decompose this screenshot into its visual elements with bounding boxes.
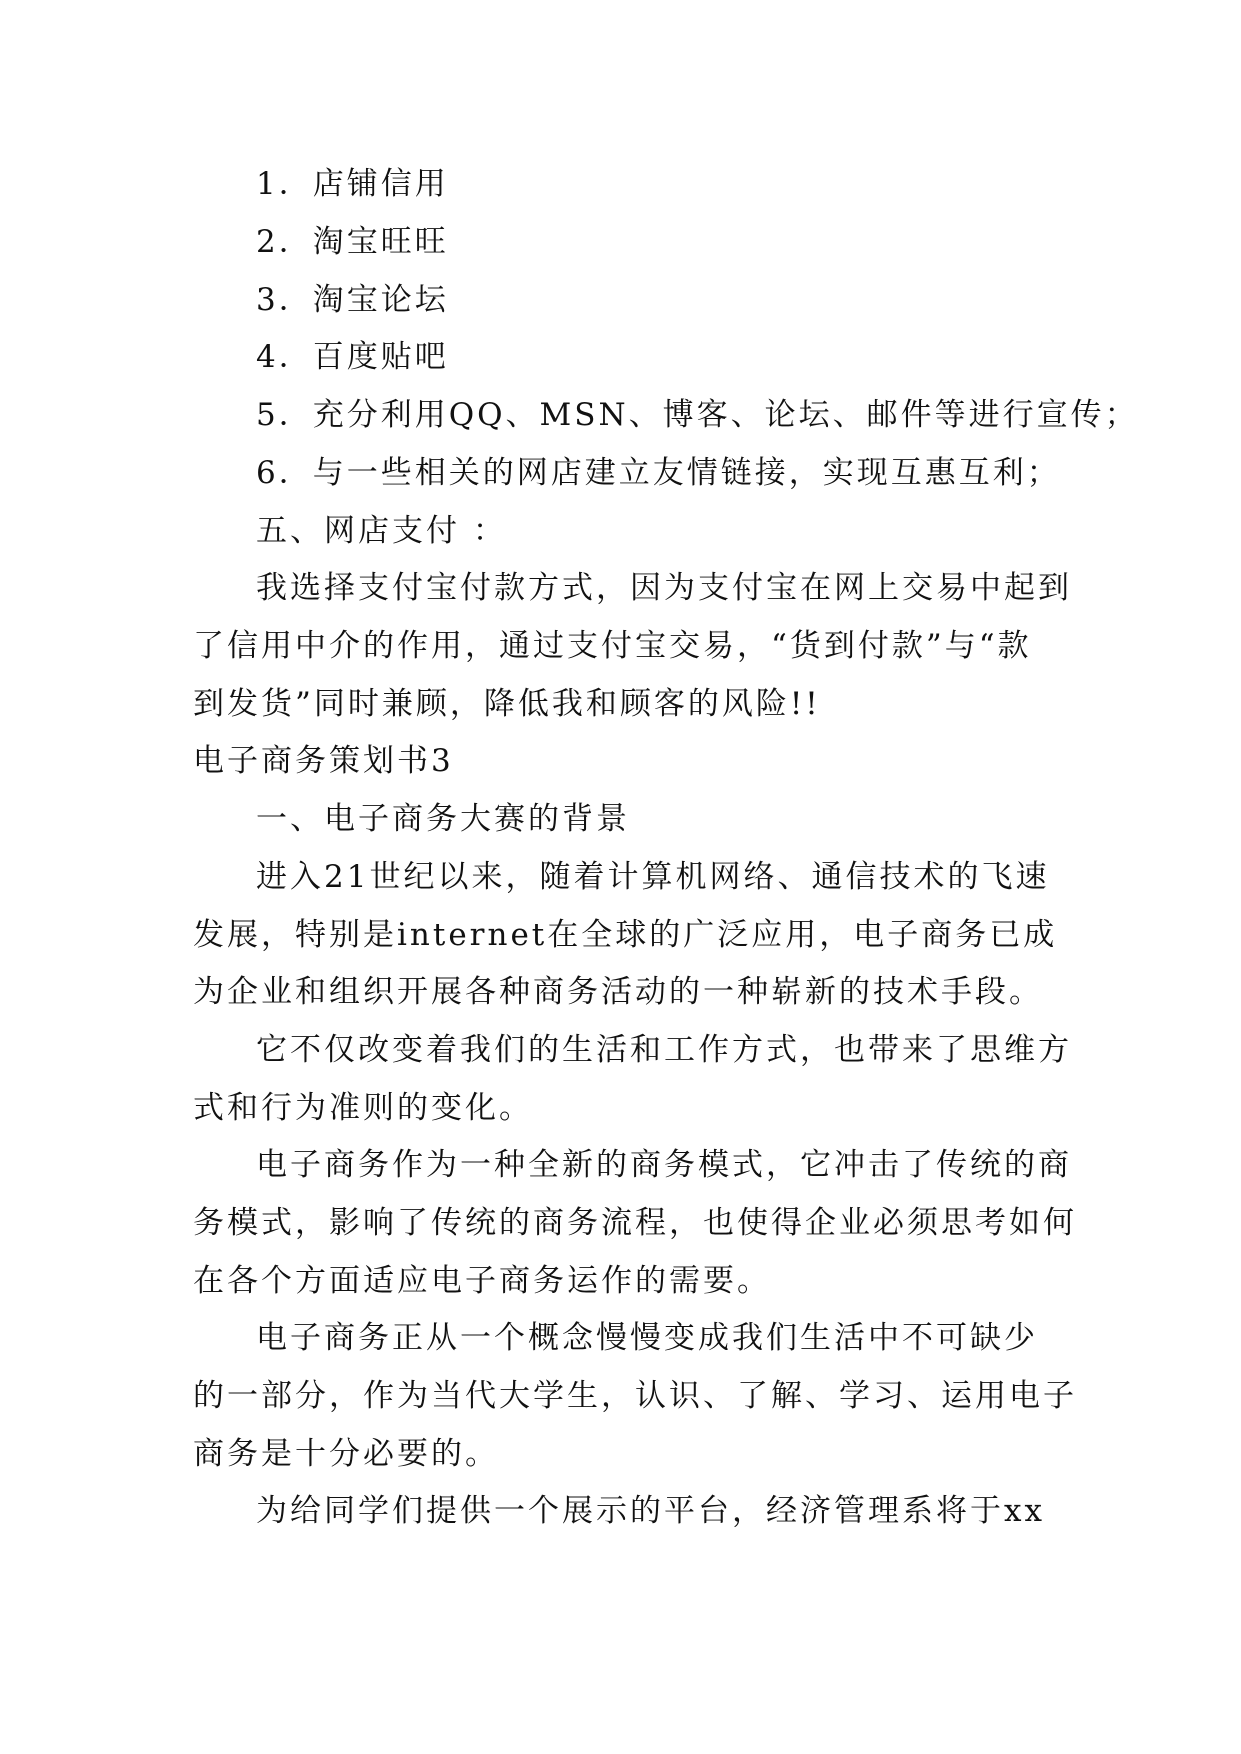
payment-paragraph-line: 了信用中介的作用，通过支付宝交易，“货到付款”与“款 (193, 628, 1032, 664)
paragraph-line: 的一部分，作为当代大学生，认识、了解、学习、运用电子 (193, 1378, 1077, 1414)
paragraph-line: 在各个方面适应电子商务运作的需要。 (193, 1263, 771, 1299)
document-title: 电子商务策划书3 (193, 743, 454, 779)
list-item: 3．淘宝论坛 (256, 282, 449, 318)
paragraph-line: 式和行为准则的变化。 (193, 1090, 533, 1126)
paragraph-line: 为企业和组织开展各种商务活动的一种崭新的技术手段。 (193, 974, 1043, 1010)
paragraph-line: 商务是十分必要的。 (193, 1436, 499, 1472)
section-heading-background: 一、电子商务大赛的背景 (256, 801, 630, 837)
paragraph-line: 务模式，影响了传统的商务流程，也使得企业必须思考如何 (193, 1205, 1077, 1241)
list-item: 1．店铺信用 (256, 166, 449, 202)
payment-paragraph-line: 我选择支付宝付款方式，因为支付宝在网上交易中起到 (256, 570, 1072, 606)
payment-paragraph-line: 到发货”同时兼顾，降低我和顾客的风险!! (193, 686, 821, 722)
paragraph-line: 发展，特别是internet在全球的广泛应用，电子商务已成 (193, 917, 1058, 953)
paragraph-line: 电子商务作为一种全新的商务模式，它冲击了传统的商 (256, 1147, 1072, 1183)
list-item: 6．与一些相关的网店建立友情链接，实现互惠互利； (256, 455, 1061, 491)
paragraph-line: 电子商务正从一个概念慢慢变成我们生活中不可缺少 (256, 1320, 1038, 1356)
paragraph-line: 为给同学们提供一个展示的平台，经济管理系将于xx (256, 1493, 1045, 1529)
list-item: 4．百度贴吧 (256, 339, 449, 375)
paragraph-line: 它不仅改变着我们的生活和工作方式，也带来了思维方 (256, 1032, 1072, 1068)
paragraph-line: 进入21世纪以来，随着计算机网络、通信技术的飞速 (256, 859, 1050, 895)
list-item: 5．充分利用QQ、MSN、博客、论坛、邮件等进行宣传； (256, 397, 1139, 433)
section-heading-payment: 五、网店支付 ： (256, 513, 507, 549)
list-item: 2．淘宝旺旺 (256, 224, 449, 260)
